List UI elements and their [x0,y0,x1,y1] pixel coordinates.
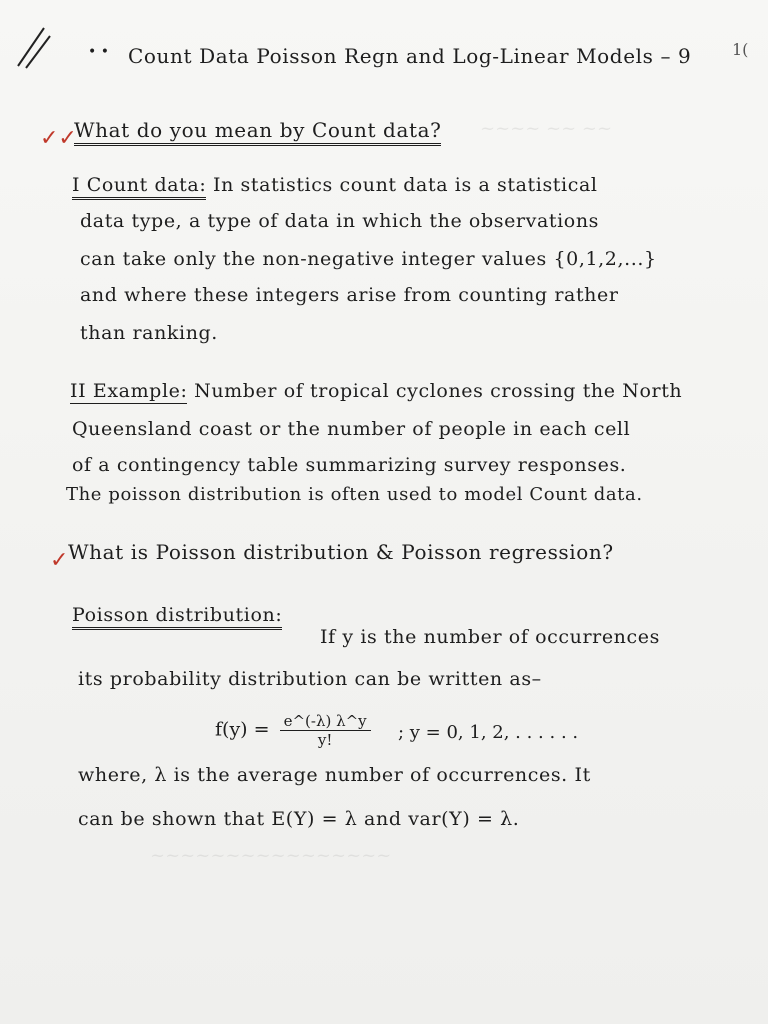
question-1-text: What do you mean by Count data? [74,118,441,146]
red-check-icon: ✓✓ [40,126,77,151]
definition-line-2: data type, a type of data in which the observations [80,210,600,232]
red-check-icon: ✓ [50,548,69,573]
bleed-through: ~~~~~~~~~~~~~~~~ [150,845,392,866]
page-number-mark: 1( [732,40,749,59]
definition-line-4: and where these integers arise from counting rather [80,284,619,306]
formula-fraction [280,712,371,749]
definition-text: In statistics count data is a statistical [212,174,598,196]
question-1 [74,118,441,142]
example-label: II Example: [70,380,188,402]
example-line-4: The poisson distribution is often used to model Count data. [66,484,643,505]
formula-domain: ; y = 0, 1, 2, . . . . . . [398,722,579,743]
poisson-heading-text: Poisson distribution: [72,604,282,630]
definition-line-3: can take only the non-negative integer values {0,1,2,...} [80,248,657,270]
poisson-line-3: where, λ is the average number of occurrences. It [78,764,591,786]
poisson-line-1: If y is the number of occurrences [320,626,660,648]
definition-line-5: than ranking. [80,322,218,344]
page-title: Count Data Poisson Regn and Log-Linear Models – 9 [128,44,692,68]
example-line-2: Queensland coast or the number of people in each cell [72,418,631,440]
corner-scribble [14,22,54,72]
poisson-formula [215,712,371,749]
example-line-3: of a contingency table summarizing survey responses. [72,454,627,476]
poisson-line-4: can be shown that E(Y) = λ and var(Y) = λ. [78,808,520,830]
formula-lhs: f(y) = [215,718,270,741]
poisson-line-2: its probability distribution can be written as– [78,668,542,690]
question-2: What is Poisson distribution & Poisson regression? [68,540,614,564]
definition-label: I Count data: [72,174,206,200]
formula-denominator: y! [317,731,333,749]
poisson-heading [72,604,282,626]
example-line-1 [70,380,682,402]
example-text: Number of tropical cyclones crossing the North [194,380,683,402]
bullet-dots: • • [88,44,109,60]
definition-line-1 [72,174,598,196]
bleed-through: ~~~~ ~~ ~~ [480,118,613,139]
formula-numerator: e^(-λ) λ^y [280,712,371,731]
